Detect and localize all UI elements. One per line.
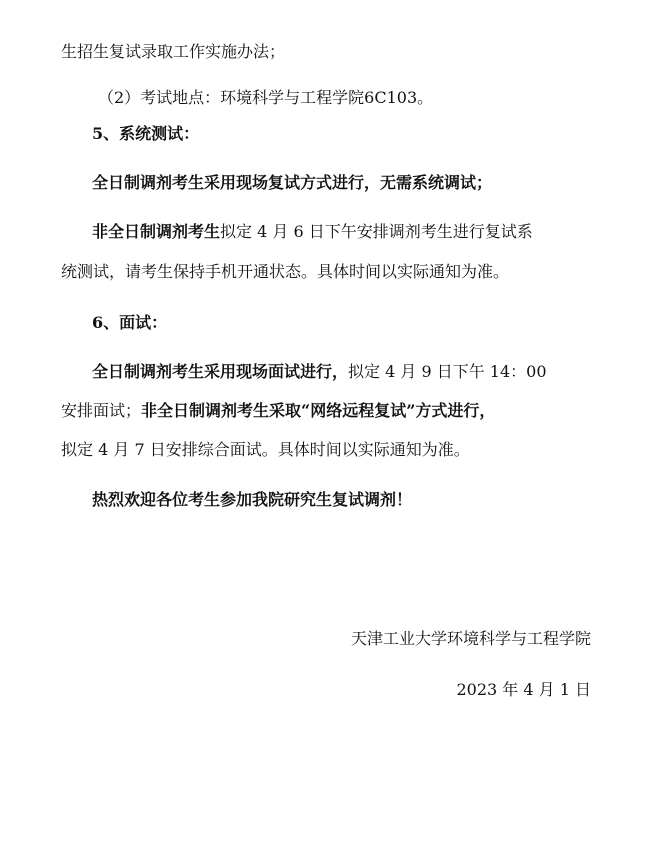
- text-line: 拟定 4 月 7 日安排综合面试。具体时间以实际通知为准。: [61, 440, 470, 459]
- normal-text: 拟定 4 月 9 日下午 14：00: [348, 362, 547, 381]
- text-line: 生招生复试录取工作实施办法；: [61, 42, 286, 61]
- date: 2023 年 4 月 1 日: [456, 680, 591, 699]
- text-line: 统测试，请考生保持手机开通状态。具体时间以实际通知为准。: [61, 262, 510, 281]
- signature: 天津工业大学环境科学与工程学院: [350, 629, 591, 648]
- text-line: [61, 401, 495, 421]
- section-heading-system-test: 5、系统测试：: [92, 124, 200, 143]
- bold-text: 非全日制调剂考生采取“网络远程复试”方式进行，: [141, 401, 496, 420]
- bold-text: 非全日制调剂考生: [92, 222, 221, 241]
- paragraph-fulltime-system-test: 全日制调剂考生采用现场复试方式进行，无需系统调试；: [92, 173, 493, 192]
- welcome-text: 热烈欢迎各位考生参加我院研究生复试调剂！: [92, 490, 413, 509]
- normal-text: 安排面试；: [61, 401, 142, 420]
- section-heading-interview: 6、面试：: [92, 313, 168, 332]
- exam-location: （2）考试地点：环境科学与工程学院6C103。: [98, 88, 434, 107]
- bold-text: 全日制调剂考生采用现场面试进行，: [92, 362, 349, 381]
- normal-text: 拟定 4 月 6 日下午安排调剂考生进行复试系: [220, 222, 533, 241]
- paragraph-fulltime-interview: [92, 362, 547, 382]
- paragraph-parttime-system-test: [92, 222, 533, 242]
